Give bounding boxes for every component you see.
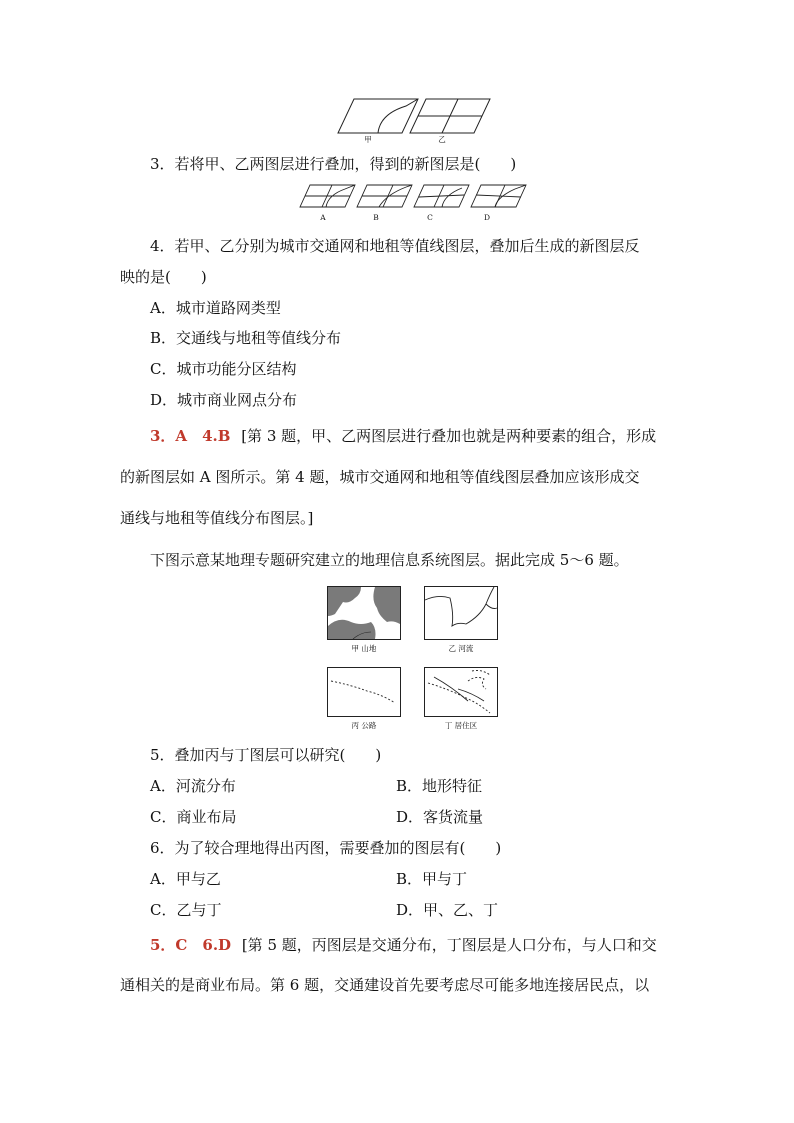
answer-34-line3: 通线与地租等值线分布图层。] [120,509,314,527]
q4-option-d: D．城市商业网点分布 [150,391,298,409]
intro-56: 下图示意某地理专题研究建立的地理信息系统图层。据此完成 5～6 题。 [150,551,629,569]
answer-56-key: 5．C 6.D [150,936,232,954]
q4-stem-line2: 映的是( ) [120,268,207,286]
answer-34-text1: [第 3 题，甲、乙两图层进行叠加也就是两种要素的组合，形成 [241,427,657,445]
q5-option-c: C．商业布局 [150,808,237,826]
gis-caption-ding: 丁 居住区 [444,721,478,730]
answer-56-text1: [第 5 题，丙图层是交通分布，丁图层是人口分布，与人口和交 [241,936,657,954]
answer-34-line2: 的新图层如 A 图所示。第 4 题，城市交通网和地租等值线图层叠加应该形成交 [120,468,640,486]
q6-option-c: C．乙与丁 [150,901,222,919]
q4-option-b: B．交通线与地租等值线分布 [150,329,342,347]
figure-label-yi: 乙 [438,135,446,144]
gis-layer-jia-mountain [327,586,401,640]
q3-option-label-a: A [320,213,326,222]
q5-option-d: D．客货流量 [396,808,484,826]
q5-stem: 5．叠加丙与丁图层可以研究( ) [150,746,382,764]
answer-56-line1 [150,935,657,955]
q5-option-b: B．地形特征 [396,777,483,795]
q4-option-a: A．城市道路网类型 [150,299,281,317]
gis-caption-yi: 乙 河流 [448,644,474,653]
gis-layer-yi-river [424,586,498,640]
q6-option-d: D．甲、乙、丁 [396,901,499,919]
q6-option-b: B．甲与丁 [396,870,468,888]
q3-option-figures [300,183,530,213]
q6-stem: 6．为了较合理地得出丙图，需要叠加的图层有( ) [150,839,502,857]
q3-stem: 3．若将甲、乙两图层进行叠加，得到的新图层是( ) [150,155,517,173]
q3-option-label-c: C [427,213,433,222]
gis-layer-ding-residential [424,667,498,717]
gis-layer-bing-road [327,667,401,717]
q3-option-label-d: D [483,213,490,222]
q6-option-a: A．甲与乙 [150,870,221,888]
figure-label-jia: 甲 [364,135,372,144]
answer-56-line2: 通相关的是商业布局。第 6 题，交通建设首先要考虑尽可能多地连接居民点，以 [120,976,650,994]
answer-34-line1 [150,426,656,446]
q4-stem-line1: 4．若甲、乙分别为城市交通网和地租等值线图层，叠加后生成的新图层反 [150,237,640,255]
q4-option-c: C．城市功能分区结构 [150,360,297,378]
answer-34-key: 3．A 4.B [150,427,231,445]
q3-option-label-b: B [373,213,379,222]
gis-caption-jia: 甲 山地 [351,644,377,653]
q5-option-a: A．河流分布 [150,777,236,795]
gis-caption-bing: 丙 公路 [351,721,377,730]
